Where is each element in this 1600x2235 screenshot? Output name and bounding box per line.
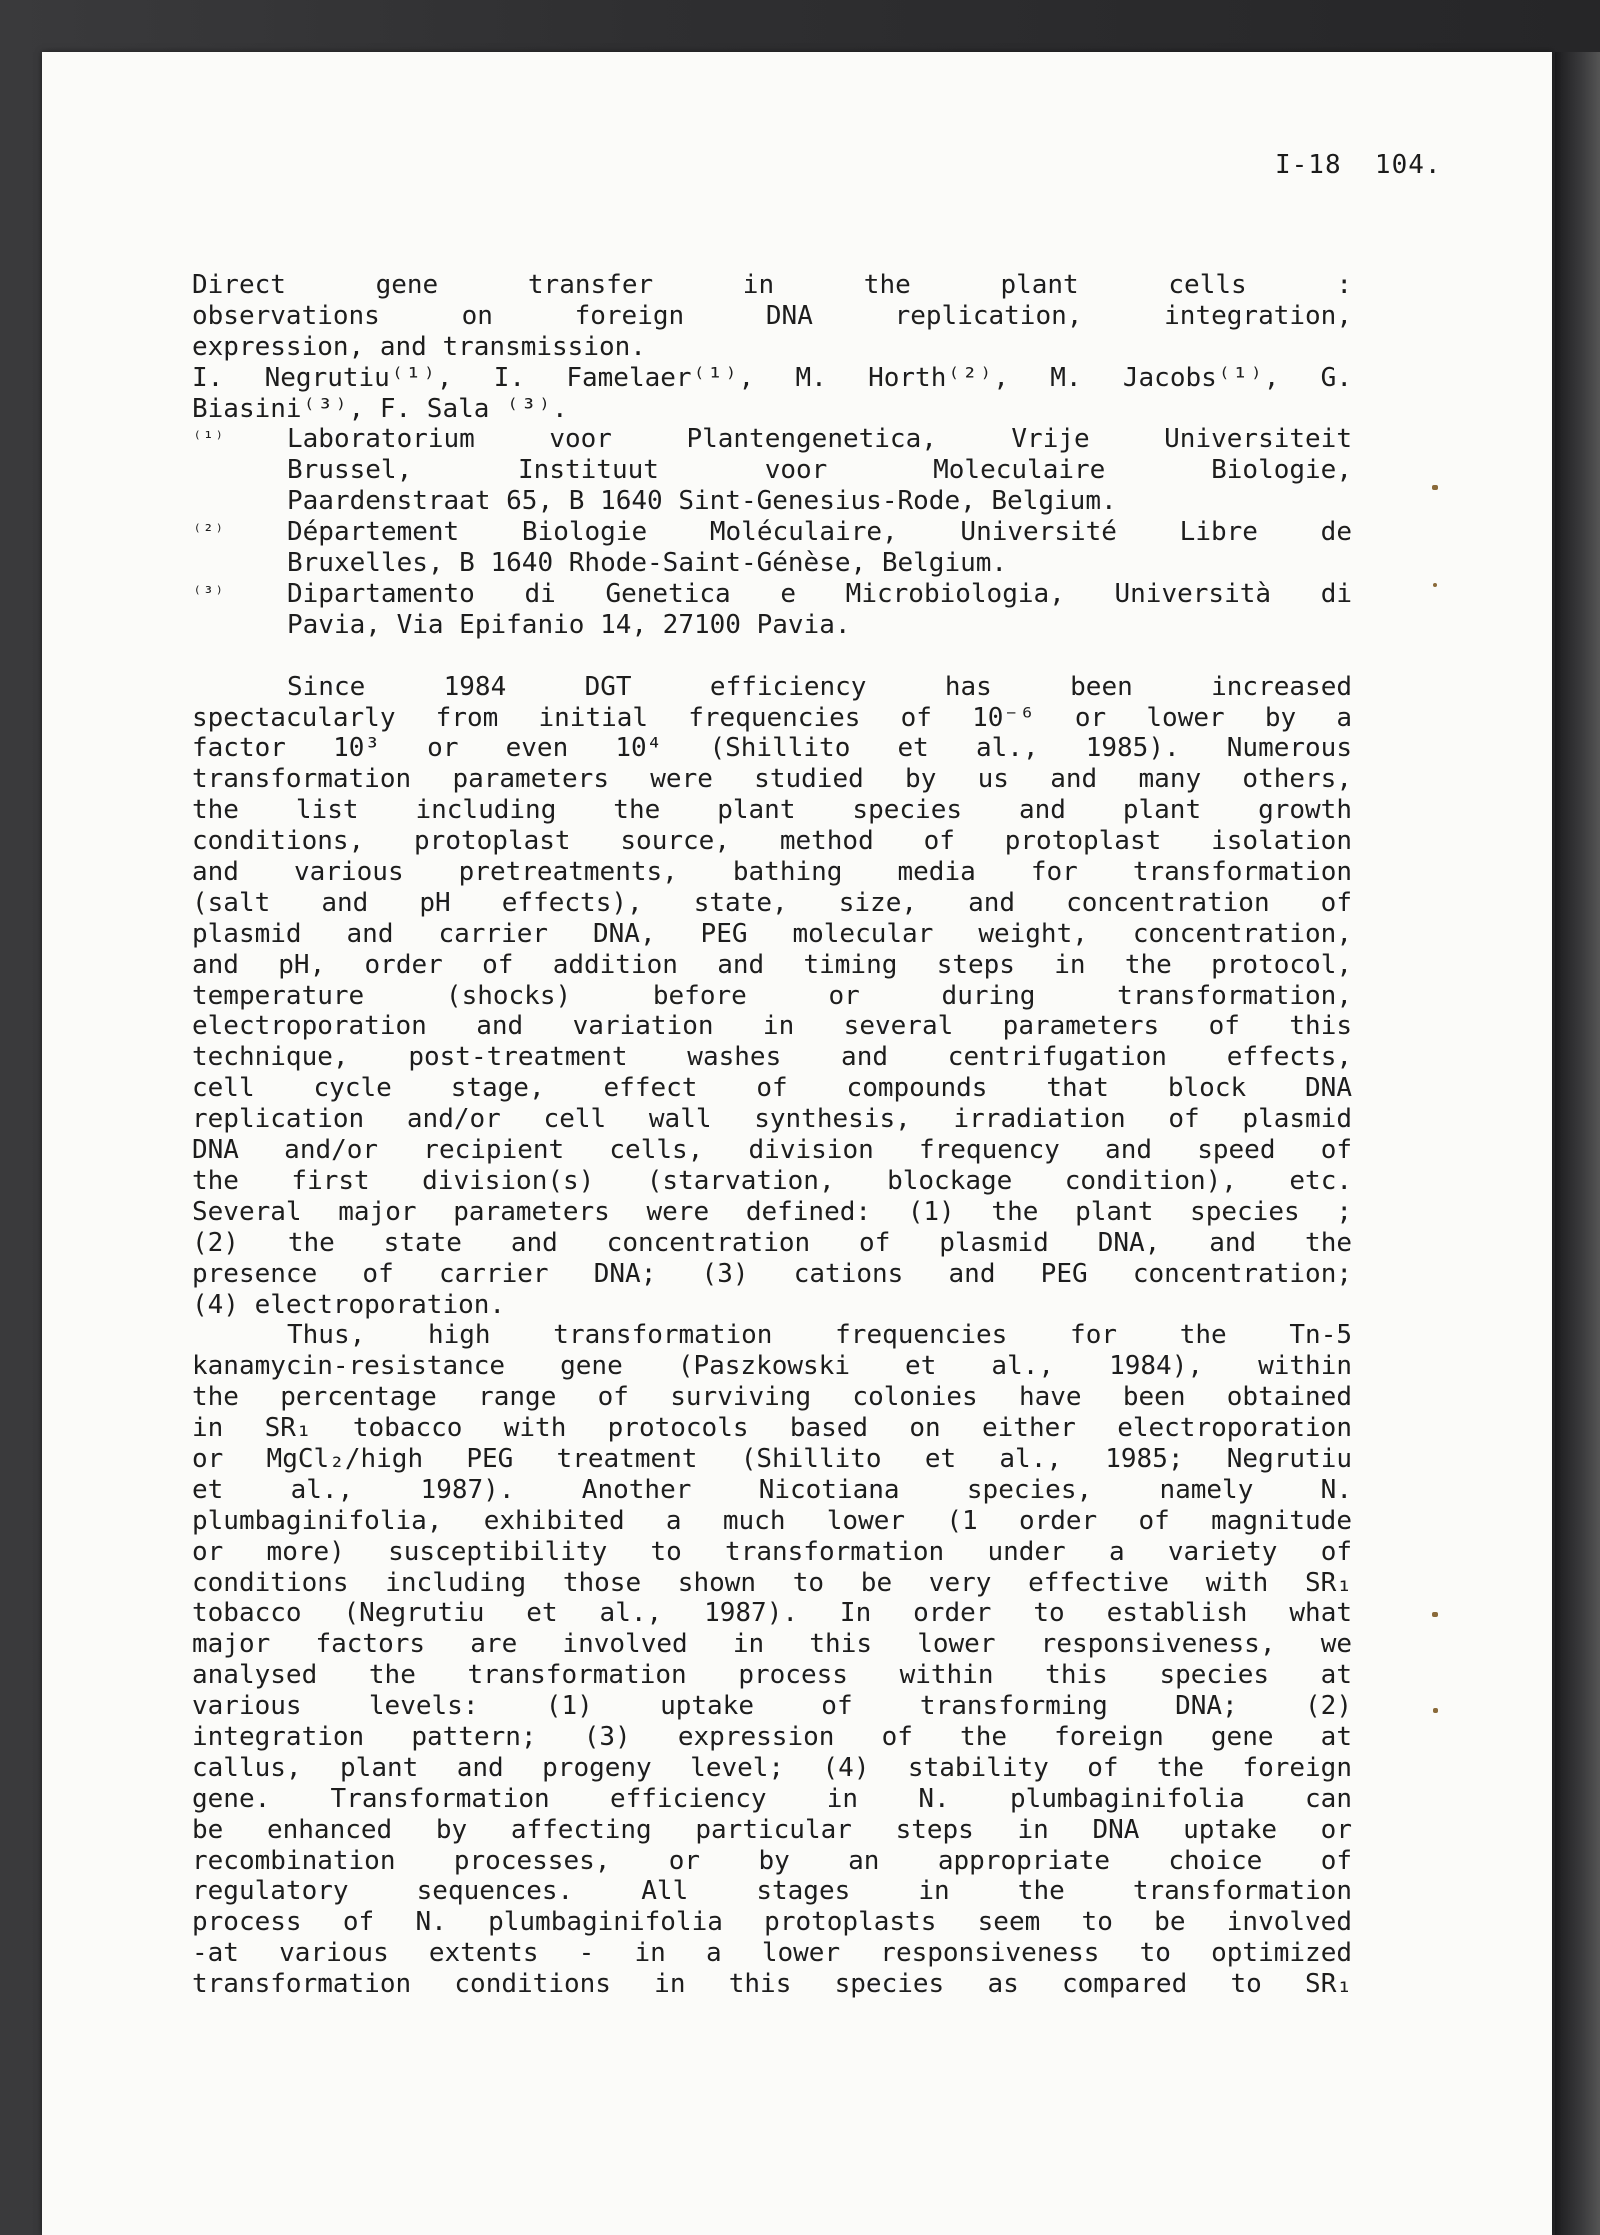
- affiliation-marker: ⁽¹⁾: [192, 428, 225, 450]
- scan-speck: [1433, 583, 1437, 587]
- paragraph-line: transformation parameters were studied by us and many others,: [192, 764, 1352, 795]
- paragraph-line: -at various extents - in a lower responsiveness to optimized: [192, 1938, 1352, 1969]
- paragraph-line: (2) the state and concentration of plasmid DNA, and the: [192, 1227, 1352, 1258]
- affiliation-line: Brussel, Instituut voor Moleculaire Biologie,: [287, 455, 1352, 486]
- affiliation-3: [192, 579, 1352, 641]
- page-edge-shadow: [1555, 52, 1600, 2235]
- affiliation-2: [192, 517, 1352, 579]
- paragraph-line: spectacularly from initial frequencies of 10⁻⁶ or lower by a: [192, 702, 1352, 733]
- title-line: expression, and transmission.: [192, 331, 646, 362]
- page-reference: I-18 104.: [1275, 150, 1442, 180]
- paragraph-line: conditions including those shown to be very effective with SR₁: [192, 1567, 1352, 1598]
- paragraph-line: and various pretreatments, bathing media for transformation: [192, 857, 1352, 888]
- paragraph-line: integration pattern; (3) expression of the foreign gene at: [192, 1721, 1352, 1752]
- affiliation-line: Département Biologie Moléculaire, Université Libre de: [287, 517, 1352, 548]
- authors-line: Biasini⁽³⁾, F. Sala ⁽³⁾.: [192, 393, 568, 424]
- paragraph-line: plumbaginifolia, exhibited a much lower (1 order of magnitude: [192, 1505, 1352, 1536]
- paragraph-line: kanamycin-resistance gene (Paszkowski et al., 1984), within: [192, 1351, 1352, 1382]
- paragraph-line: various levels: (1) uptake of transforming DNA; (2): [192, 1691, 1352, 1722]
- document-body: [192, 270, 1352, 2000]
- paragraph-line: presence of carrier DNA; (3) cations and PEG concentration;: [192, 1258, 1352, 1289]
- paragraph-line: analysed the transformation process within this species at: [192, 1660, 1352, 1691]
- paragraph-line: callus, plant and progeny level; (4) stability of the foreign: [192, 1752, 1352, 1783]
- paragraph-line: gene. Transformation efficiency in N. plumbaginifolia can: [192, 1783, 1352, 1814]
- paragraph-line: the first division(s) (starvation, blockage condition), etc.: [192, 1165, 1352, 1196]
- scan-speck: [1433, 1708, 1438, 1713]
- affiliation-line: Laboratorium voor Plantengenetica, Vrije Universiteit: [287, 424, 1352, 455]
- paragraph-line: (4) electroporation.: [192, 1289, 506, 1320]
- affiliation-line: Bruxelles, B 1640 Rhode-Saint-Génèse, Belgium.: [287, 548, 1008, 579]
- affiliations: [192, 424, 1352, 640]
- paragraph-line: or more) susceptibility to transformation under a variety of: [192, 1536, 1352, 1567]
- paragraph-gap: [192, 641, 1352, 672]
- paragraph-line: Since 1984 DGT efficiency has been increased: [287, 671, 1352, 702]
- paragraph-line: in SR₁ tobacco with protocols based on either electroporation: [192, 1413, 1352, 1444]
- affiliation-marker: ⁽²⁾: [192, 521, 225, 543]
- paragraph-line: replication and/or cell wall synthesis, irradiation of plasmid: [192, 1104, 1352, 1135]
- paragraph-line: be enhanced by affecting particular steps in DNA uptake or: [192, 1814, 1352, 1845]
- paragraph-line: the list including the plant species and plant growth: [192, 795, 1352, 826]
- paragraph-line: Several major parameters were defined: (1) the plant species ;: [192, 1196, 1352, 1227]
- paragraph-line: cell cycle stage, effect of compounds that block DNA: [192, 1073, 1352, 1104]
- scan-speck: [1432, 1612, 1438, 1617]
- title-line: observations on foreign DNA replication, integration,: [192, 300, 1352, 331]
- paragraph-line: electroporation and variation in several parameters of this: [192, 1011, 1352, 1042]
- affiliation-line: Paardenstraat 65, B 1640 Sint-Genesius-Rode, Belgium.: [287, 486, 1117, 517]
- paragraph-line: (salt and pH effects), state, size, and concentration of: [192, 887, 1352, 918]
- paragraph-line: Thus, high transformation frequencies for the Tn-5: [287, 1320, 1352, 1351]
- authors: [192, 363, 1352, 425]
- authors-line: I. Negrutiu⁽¹⁾, I. Famelaer⁽¹⁾, M. Horth⁽²⁾, M. Jacobs⁽¹⁾, G.: [192, 362, 1352, 393]
- paragraph-line: and pH, order of addition and timing steps in the protocol,: [192, 949, 1352, 980]
- paragraph-1: [192, 672, 1352, 1321]
- affiliation-line: Pavia, Via Epifanio 14, 27100 Pavia.: [287, 609, 851, 640]
- paragraph-line: plasmid and carrier DNA, PEG molecular weight, concentration,: [192, 918, 1352, 949]
- paragraph-line: regulatory sequences. All stages in the transformation: [192, 1876, 1352, 1907]
- title-line: Direct gene transfer in the plant cells :: [192, 270, 1352, 300]
- title: [192, 270, 1352, 363]
- paragraph-line: conditions, protoplast source, method of protoplast isolation: [192, 826, 1352, 857]
- paragraph-line: DNA and/or recipient cells, division frequency and speed of: [192, 1135, 1352, 1166]
- paragraph-line: major factors are involved in this lower responsiveness, we: [192, 1629, 1352, 1660]
- paragraph-line: transformation conditions in this species as compared to SR₁: [192, 1969, 1352, 2000]
- paragraph-line: et al., 1987). Another Nicotiana species, namely N.: [192, 1474, 1352, 1505]
- paragraph-line: factor 10³ or even 10⁴ (Shillito et al., 1985). Numerous: [192, 733, 1352, 764]
- paragraph-2: [192, 1320, 1352, 2000]
- paragraph-line: recombination processes, or by an appropriate choice of: [192, 1845, 1352, 1876]
- paragraph-line: or MgCl₂/high PEG treatment (Shillito et al., 1985; Negrutiu: [192, 1443, 1352, 1474]
- paragraph-line: technique, post-treatment washes and centrifugation effects,: [192, 1042, 1352, 1073]
- paragraph-line: process of N. plumbaginifolia protoplasts seem to be involved: [192, 1907, 1352, 1938]
- affiliation-line: Dipartamento di Genetica e Microbiologia, Università di: [287, 578, 1352, 609]
- scan-speck: [1432, 485, 1438, 490]
- paragraph-line: the percentage range of surviving colonies have been obtained: [192, 1382, 1352, 1413]
- paragraph-line: tobacco (Negrutiu et al., 1987). In order to establish what: [192, 1598, 1352, 1629]
- paragraph-line: temperature (shocks) before or during transformation,: [192, 980, 1352, 1011]
- affiliation-marker: ⁽³⁾: [192, 582, 225, 604]
- affiliation-1: [192, 424, 1352, 517]
